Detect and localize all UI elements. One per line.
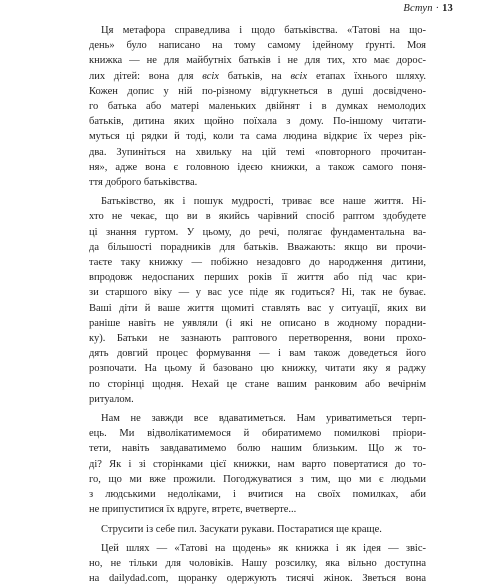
text-line: раніше навіть не уявляли (і які не описано в жодному порадни- <box>89 317 426 329</box>
text-line: муться ці рядки й тоді, коли та сама людина відкриє їх через рік- <box>89 131 426 143</box>
text-line: Ваші діти й ваше життя щомиті ставлять вас у ситуації, яких ви <box>89 302 426 314</box>
text-line: дять довгий процес формування — і вам також доведеться його <box>89 348 426 360</box>
text-line: лих дітей: вона для всіх батьків, на всіх етапах їхнього шляху. <box>89 70 426 82</box>
paragraph <box>89 541 426 586</box>
text-line: тети, навіть завдаватимемо болю нашим близьким. Що ж то- <box>89 443 426 455</box>
text-line: день» було написано на тому самому ідейному ґрунті. Моя <box>89 40 426 52</box>
text-line: Цей шлях — «Татові на щодень» як книжка і як ідея — звіс- <box>101 542 426 554</box>
text-line: Нам не завжди все вдаватиметься. Нам уриватиметься терп- <box>101 413 426 425</box>
text-line: ді? Як і зі сторінками цієї книжки, нам варто повертатися до то- <box>89 458 426 470</box>
page-number: 13 <box>442 3 453 14</box>
text-line: ець. Ми відволікатимемося й обиратимемо помилкові пріори- <box>89 428 426 440</box>
text-line: на dailydad.com, щоранку одержують тисячі жінок. Зветься вона <box>89 573 426 585</box>
section-title: Вступ <box>403 3 433 14</box>
text-line: з людськими недоліками, і вчитися на своїх помилках, аби <box>89 489 426 501</box>
paragraph <box>89 522 426 537</box>
text-line: Кожен допис у ній по-різному відгукнеться в душі досвідчено- <box>89 85 426 97</box>
text-line: зи старшого віку — у вас усе піде як годиться? Ні, так не буває. <box>89 287 426 299</box>
text-line: Батьківство, як і пошук мудрості, триває все наше життя. Ні- <box>101 196 426 208</box>
text-line: но, не тільки для чоловіків. Нашу розсилку, яка вільно доступна <box>89 557 426 569</box>
text-line: ття доброго батьківства. <box>89 177 198 189</box>
text-line: книжка — не для майбутніх батьків і не для тих, хто має дорос- <box>89 55 426 67</box>
text-line: по сторінці щодня. Нехай це стане вашим ранковим або вечірнім <box>89 378 426 390</box>
text-line: ня», адже вона є головною ідеєю книжки, а також самого поня- <box>89 161 426 173</box>
text-line: ці знання гуртом. У цьому, до речі, полягає фундаментальна ва- <box>89 226 426 238</box>
running-header <box>403 3 453 14</box>
text-line: хто не чекає, що ви в якийсь чарівний спосіб раптом здобудете <box>89 211 426 223</box>
text-line: да більшості порадників для батьків. Вважають: якщо ви прочи- <box>89 241 426 253</box>
text-line: таєте таку книжку — побіжно незадовго до народження дитини, <box>89 257 426 269</box>
text-line: го, що ми вже прожили. Погоджуватися з тим, що ми є людьми <box>89 473 426 485</box>
header-separator: · <box>435 3 440 14</box>
text-line: два. Зупиніться на хвильку на цій темі «повторного прочитан- <box>89 146 426 158</box>
paragraph <box>89 411 426 517</box>
text-line: Струсити із себе пил. Засукати рукави. Постаратися ще краще. <box>101 523 382 535</box>
text-line: батьків, дитина яких щойно поїхала з дому. По-іншому читати- <box>89 116 426 128</box>
text-line: Ця метафора справедлива і щодо батьківства. «Татові на що- <box>101 25 426 36</box>
text-line: розпочати. На цьому й базовано цю книжку, читати яку я раджу <box>89 363 426 375</box>
paragraph <box>89 23 426 190</box>
text-line: не припуститися їх вдруге, втретє, вчетверте... <box>89 504 297 516</box>
text-line: го батька або матері маленьких двійнят і в думках немолодих <box>89 101 426 113</box>
text-line: ку). Батьки не зазнають раптового перетворення, вони прохо- <box>89 333 426 345</box>
body-text <box>89 23 426 586</box>
text-line: впродовж недоспаних перших років її життя або під час кри- <box>89 272 426 284</box>
paragraph <box>89 194 426 407</box>
text-line: ритуалом. <box>89 393 134 405</box>
